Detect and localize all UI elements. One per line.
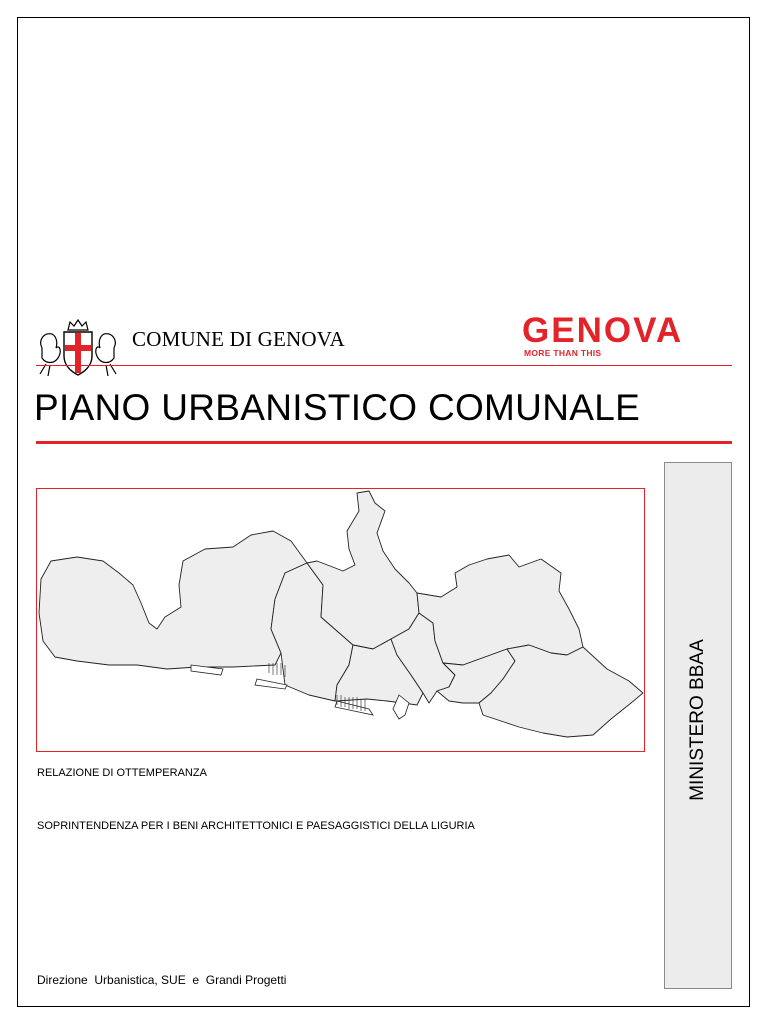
- page-title: PIANO URBANISTICO COMUNALE: [34, 387, 641, 428]
- side-panel-label: MINISTERO BBAA: [687, 639, 708, 801]
- map-frame: [36, 488, 645, 752]
- document-authority: SOPRINTENDENZA PER I BENI ARCHITETTONICI E PAESAGGISTICI DELLA LIGURIA: [37, 820, 475, 832]
- document-subtitle: RELAZIONE DI OTTEMPERANZA: [37, 767, 207, 779]
- brand-wordmark: GENOVA: [522, 311, 684, 350]
- brand-tagline: MORE THAN THIS: [524, 348, 602, 358]
- genoa-districts-map: [37, 489, 646, 753]
- footer-department: Direzione Urbanistica, SUE e Grandi Progetti: [37, 973, 287, 987]
- header-divider: [36, 365, 732, 366]
- title-divider: [36, 441, 732, 444]
- coat-of-arms-icon: [36, 318, 120, 380]
- genova-brand-logo: [522, 311, 732, 364]
- comune-name: COMUNE DI GENOVA: [132, 327, 345, 351]
